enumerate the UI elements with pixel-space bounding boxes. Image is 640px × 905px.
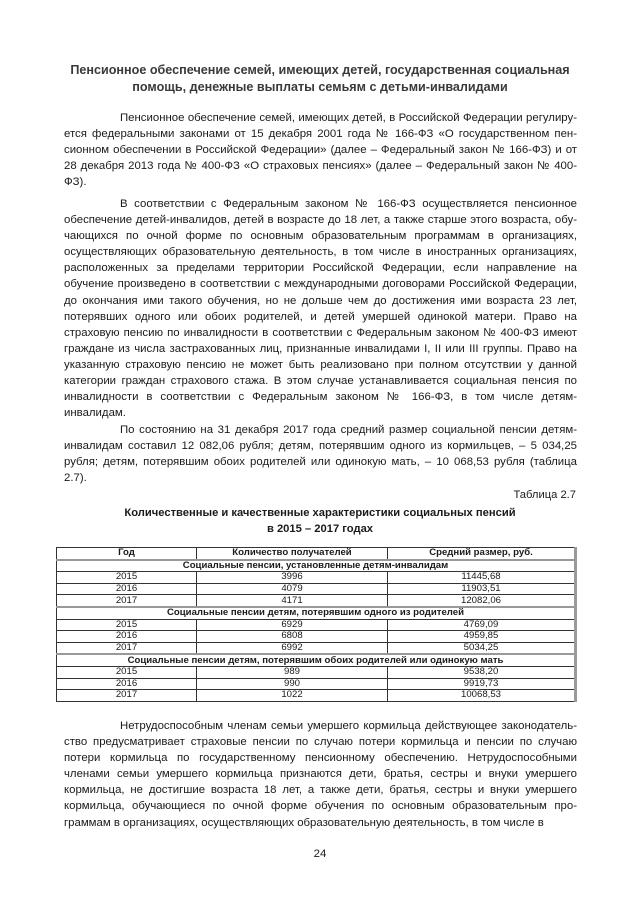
table-row [57,631,576,643]
cell-recipients: 3996 [197,572,388,584]
cell-average: 9919,73 [388,678,576,690]
table-group-row [57,560,576,572]
cell-average: 10068,53 [388,690,576,702]
page-number: 24 [313,848,327,860]
cell-recipients: 1022 [197,690,388,702]
paragraph-1: Пенсионное обеспечение семей, имеющих детей, в Российской Федерации регулируется федеральными законами от 15 декабря 2001 года № 166-ФЗ «О государственном пенсионном обеспечении в Российской Федерации» (далее – Федеральный закон № 166-ФЗ) и от 28 декабря 2013 года № 400-ФЗ «О страховых пенсиях» (далее – Федеральный закон № 400-ФЗ). [64,112,577,189]
cell-year: 2015 [57,572,197,584]
table-caption-line-2: в 2015 – 2017 годах [266,523,374,535]
cell-year: 2017 [57,642,197,654]
cell-average: 4769,09 [388,619,576,631]
cell-year: 2017 [57,595,197,607]
cell-recipients: 6929 [197,619,388,631]
cell-year: 2016 [57,678,197,690]
section-title-line-2: помощь, денежные выплаты семьям с детьми-инвалидами [132,80,508,94]
cell-average: 4959,85 [388,631,576,643]
paragraph-2: В соответствии с Федеральным законом № 166-ФЗ осуществляется пенсионное обеспечение детей-инвалидов, детей в возрасте до 18 лет, а также старше этого возраста, обучающихся по очной форме по основным образовательным программам в организациях, осуществляющих образовательную деятельность, в том числе в иностранных организациях, расположенных за пределами территории Российской Федерации, если направление на обучение произведено в соответствии с международными договорами Российской Федерации, до окончания ими такого обучения, но не дольше чем до достижения ими возраста 23 лет, потерявших одного или обоих родителей, и детей умершей одинокой матери. Право на страховую пенсию по инвалидности в соответствии с Федеральным законом № 400-ФЗ имеют граждане из числа застрахованных лиц, признанные инвалидами I, II или III группы. Право на указанную страховую пенсию не может быть реализовано при полном отсутствии у данной категории граждан страхового стажа. В этом случае устанавливается социальная пенсия по инвалидности в соответствии с Федеральным законом № 166-ФЗ, в том числе детям-инвалидам. [64,198,577,420]
group-title: Социальные пенсии детям, потерявшим одного из родителей [57,607,576,619]
header-recipients: Количество получателей [197,548,388,560]
cell-average: 11903,51 [388,583,576,595]
group-title: Социальные пенсии детям, потерявшим обоих родителей или одинокую мать [57,654,576,666]
cell-year: 2015 [57,666,197,678]
table-header-row [57,548,576,560]
cell-average: 9538,20 [388,666,576,678]
table-row [57,572,576,584]
table-group-row [57,607,576,619]
header-average-amount: Средний размер, руб. [388,548,576,560]
table-row [57,619,576,631]
table-row [57,642,576,654]
section-title-line-1: Пенсионное обеспечение семей, имеющих детей, государственная социальная [70,63,570,77]
cell-year: 2016 [57,631,197,643]
cell-average: 12082,06 [388,595,576,607]
cell-recipients: 990 [197,678,388,690]
group-title: Социальные пенсии, установленные детям-инвалидам [57,560,576,572]
cell-year: 2017 [57,690,197,702]
section-title [50,62,590,96]
header-year: Год [57,548,197,560]
table-caption [100,505,540,537]
table-row [57,678,576,690]
table-number: Таблица 2.7 [513,489,576,501]
cell-recipients: 989 [197,666,388,678]
paragraph-3: По состоянию на 31 декабря 2017 года средний размер социальной пенсии детям-инвалидам составил 12 082,06 рубля; детям, потерявшим одного из кормильцев, – 5 034,25 рубля; детям, потерявшим обоих родителей или одинокую мать, – 10 068,53 рубля (таблица 2.7). [64,424,577,485]
social-pensions-table [56,547,577,702]
table-row [57,666,576,678]
cell-year: 2015 [57,619,197,631]
cell-recipients: 6992 [197,642,388,654]
cell-recipients: 4171 [197,595,388,607]
cell-average: 11445,68 [388,572,576,584]
table-row [57,595,576,607]
table-row [57,583,576,595]
cell-year: 2016 [57,583,197,595]
table-group-row [57,654,576,666]
cell-recipients: 6808 [197,631,388,643]
paragraph-4: Нетрудоспособным членам семьи умершего кормильца действующее законодательство предусматривает страховые пенсии по случаю потери кормильца и пенсии по случаю потери кормильца по государственному пенсионному обеспечению. Нетрудоспособными членами семьи умершего кормильца признаются дети, братья, сестры и внуки умершего кормильца, не достигшие возраста 18 лет, а также дети, братья, сестры и внуки умершего кормильца, обучающиеся по очной форме обучения по основным образовательным программам в организациях, осуществляющих образовательную деятельность, в том числе в [64,720,577,829]
table-row [57,690,576,702]
cell-recipients: 4079 [197,583,388,595]
cell-average: 5034,25 [388,642,576,654]
table-caption-line-1: Количественные и качественные характеристики социальных пенсий [124,507,516,519]
